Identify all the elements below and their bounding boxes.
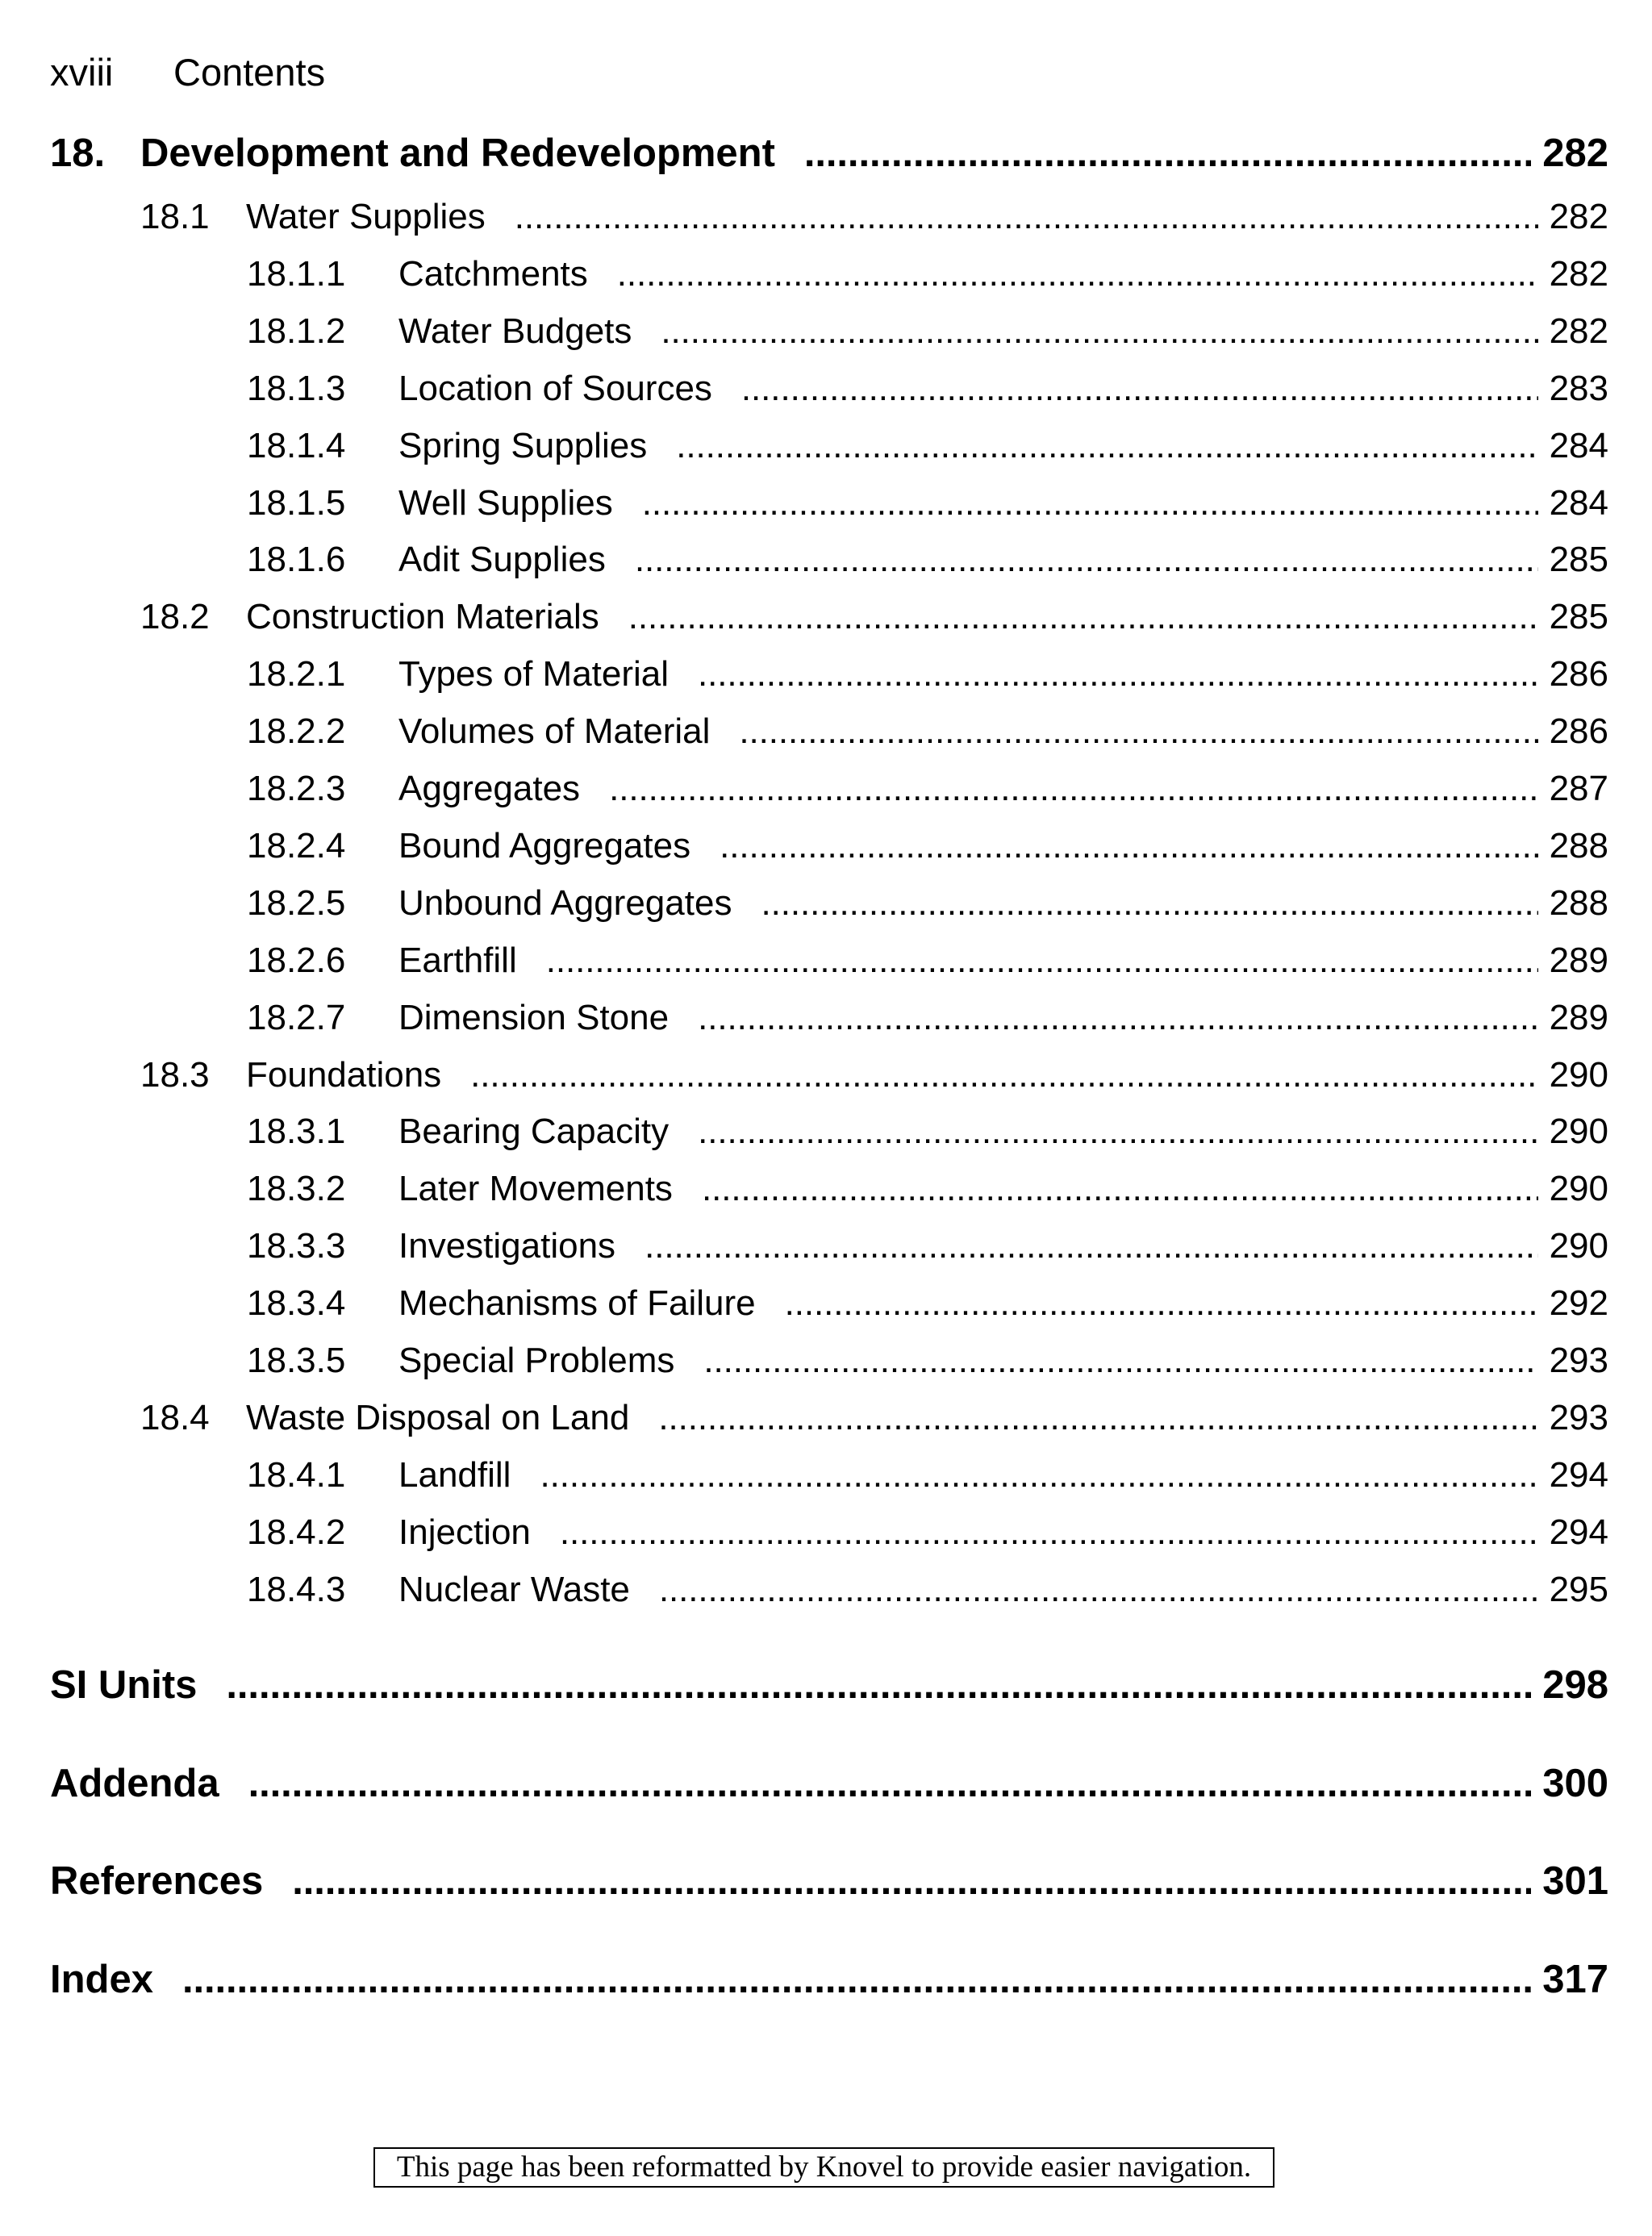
entry-page-number: 284 (1549, 483, 1608, 523)
dot-leader (741, 366, 1538, 411)
entry-number: 18.3.2 (247, 1169, 346, 1208)
dot-leader (720, 824, 1538, 869)
entry-title: Bound Aggregates (398, 826, 691, 866)
toc-subsection-entry[interactable] (247, 366, 1608, 411)
entry-number: 18.1.4 (247, 426, 346, 465)
entry-page-number: 290 (1549, 1226, 1608, 1266)
toc-subsection-entry[interactable] (247, 309, 1608, 354)
entry-page-number: 289 (1549, 941, 1608, 980)
dot-leader (658, 1395, 1537, 1441)
entry-page-number: 288 (1549, 883, 1608, 923)
entry-title: Water Budgets (398, 311, 632, 351)
dot-leader (761, 881, 1537, 926)
entry-page-number: 295 (1549, 1570, 1608, 1609)
entry-number: 18.1.1 (247, 254, 346, 294)
entry-page-number: 289 (1549, 998, 1608, 1037)
entry-page-number: 287 (1549, 769, 1608, 808)
entry-number: 18.4.1 (247, 1455, 346, 1495)
entry-title: SI Units (50, 1663, 198, 1707)
entry-title: Volumes of Material (398, 711, 711, 751)
entry-page-number: 317 (1542, 1958, 1608, 2001)
dot-leader (739, 709, 1537, 754)
entry-page-number: 290 (1549, 1055, 1608, 1095)
toc-chapter-entry[interactable] (50, 128, 1608, 178)
entry-page-number: 293 (1549, 1341, 1608, 1380)
dot-leader (698, 995, 1538, 1041)
toc-subsection-entry[interactable] (247, 1338, 1608, 1383)
knovel-footer-note: This page has been reformatted by Knovel to provide easier navigation. (373, 2147, 1274, 2188)
toc-section-entry[interactable] (140, 594, 1608, 640)
entry-number: 18.2.5 (247, 883, 346, 923)
entry-page-number: 290 (1549, 1169, 1608, 1208)
dot-leader (703, 1338, 1537, 1383)
entry-number: 18.1.3 (247, 369, 346, 408)
dot-leader (515, 194, 1538, 240)
toc-backmatter-entry[interactable] (50, 1660, 1608, 1710)
entry-title: Special Problems (398, 1341, 675, 1380)
dot-leader (248, 1758, 1532, 1808)
entry-title: Investigations (398, 1226, 616, 1266)
toc-backmatter-entry[interactable] (50, 1856, 1608, 1906)
entry-title: Waste Disposal on Land (246, 1398, 630, 1437)
entry-title: Addenda (50, 1762, 219, 1805)
toc-subsection-entry[interactable] (247, 1567, 1608, 1612)
entry-title: Construction Materials (246, 597, 599, 636)
entry-page-number: 293 (1549, 1398, 1608, 1437)
dot-leader (292, 1856, 1531, 1906)
entry-title: Aggregates (398, 769, 581, 808)
dot-leader (226, 1660, 1531, 1710)
entry-page-number: 282 (1549, 311, 1608, 351)
entry-title: Later Movements (398, 1169, 673, 1208)
entry-page-number: 282 (1542, 131, 1608, 175)
entry-page-number: 283 (1549, 369, 1608, 408)
entry-page-number: 294 (1549, 1512, 1608, 1552)
entry-number: 18.1 (140, 197, 210, 236)
toc-subsection-entry[interactable] (247, 423, 1608, 469)
entry-page-number: 288 (1549, 826, 1608, 866)
entry-title: Types of Material (398, 654, 670, 694)
dot-leader (628, 594, 1538, 640)
entry-page-number: 294 (1549, 1455, 1608, 1495)
entry-number: 18.2 (140, 597, 210, 636)
entry-number: 18.3 (140, 1055, 210, 1095)
entry-number: 18.2.4 (247, 826, 346, 866)
entry-page-number: 282 (1549, 197, 1608, 236)
entry-page-number: 286 (1549, 711, 1608, 751)
dot-leader (676, 423, 1537, 469)
entry-number: 18.3.1 (247, 1112, 346, 1151)
toc-subsection-entry[interactable] (247, 766, 1608, 811)
entry-page-number: 286 (1549, 654, 1608, 694)
running-title: Contents (173, 51, 326, 94)
entry-number: 18.3.5 (247, 1341, 346, 1380)
page-folio: xviii (50, 51, 114, 94)
toc-backmatter-entry[interactable] (50, 1758, 1608, 1808)
dot-leader (661, 309, 1537, 354)
dot-leader (698, 652, 1538, 697)
dot-leader (642, 481, 1538, 526)
entry-page-number: 282 (1549, 254, 1608, 294)
entry-title: Development and Redevelopment (140, 131, 775, 175)
entry-page-number: 298 (1542, 1663, 1608, 1707)
entry-title: Spring Supplies (398, 426, 648, 465)
entry-page-number: 290 (1549, 1112, 1608, 1151)
entry-number: 18.3.3 (247, 1226, 346, 1266)
entry-title: Adit Supplies (398, 540, 606, 579)
toc-subsection-entry[interactable] (247, 252, 1608, 297)
entry-number: 18.3.4 (247, 1283, 346, 1323)
entry-number: 18.4 (140, 1398, 210, 1437)
dot-leader (540, 1453, 1537, 1498)
entry-title: Nuclear Waste (398, 1570, 630, 1609)
dot-leader (785, 1281, 1538, 1326)
running-header (50, 48, 325, 97)
dot-leader (617, 252, 1538, 297)
entry-title: Earthfill (398, 941, 517, 980)
entry-number: 18.1.5 (247, 483, 346, 523)
entry-title: Well Supplies (398, 483, 613, 523)
entry-title: Catchments (398, 254, 588, 294)
dot-leader (182, 1954, 1531, 2004)
toc-section-entry[interactable] (140, 1053, 1608, 1098)
entry-number: 18.2.2 (247, 711, 346, 751)
entry-number: 18. (50, 131, 106, 175)
entry-title: Bearing Capacity (398, 1112, 670, 1151)
entry-number: 18.4.2 (247, 1512, 346, 1552)
dot-leader (659, 1567, 1538, 1612)
entry-title: Unbound Aggregates (398, 883, 732, 923)
entry-number: 18.1.6 (247, 540, 346, 579)
entry-number: 18.2.1 (247, 654, 346, 694)
dot-leader (698, 1109, 1538, 1154)
toc-subsection-entry[interactable] (247, 1224, 1608, 1269)
toc-subsection-entry[interactable] (247, 1109, 1608, 1154)
toc-backmatter-entry[interactable] (50, 1954, 1608, 2004)
entry-title: Mechanisms of Failure (398, 1283, 756, 1323)
entry-title: Water Supplies (246, 197, 486, 236)
toc-subsection-entry[interactable] (247, 709, 1608, 754)
toc-subsection-entry[interactable] (247, 652, 1608, 697)
toc-subsection-entry[interactable] (247, 481, 1608, 526)
dot-leader (560, 1510, 1538, 1555)
entry-page-number: 292 (1549, 1283, 1608, 1323)
toc-subsection-entry[interactable] (247, 1281, 1608, 1326)
dot-leader (635, 537, 1538, 582)
entry-page-number: 301 (1542, 1859, 1608, 1903)
dot-leader (470, 1053, 1537, 1098)
toc-subsection-entry[interactable] (247, 938, 1608, 983)
entry-title: Index (50, 1958, 153, 2001)
dot-leader (609, 766, 1538, 811)
toc-section-entry[interactable] (140, 194, 1608, 240)
entry-number: 18.2.3 (247, 769, 346, 808)
entry-title: Landfill (398, 1455, 511, 1495)
entry-number: 18.2.6 (247, 941, 346, 980)
dot-leader (645, 1224, 1538, 1269)
entry-title: References (50, 1859, 264, 1903)
entry-page-number: 300 (1542, 1762, 1608, 1805)
entry-page-number: 284 (1549, 426, 1608, 465)
entry-number: 18.1.2 (247, 311, 346, 351)
toc-subsection-entry[interactable] (247, 1166, 1608, 1212)
dot-leader (804, 128, 1531, 178)
entry-number: 18.2.7 (247, 998, 346, 1037)
entry-title: Location of Sources (398, 369, 712, 408)
toc-section-entry[interactable] (140, 1395, 1608, 1441)
toc-subsection-entry[interactable] (247, 824, 1608, 869)
entry-page-number: 285 (1549, 597, 1608, 636)
entry-title: Foundations (246, 1055, 442, 1095)
toc-subsection-entry[interactable] (247, 537, 1608, 582)
toc-subsection-entry[interactable] (247, 881, 1608, 926)
entry-title: Dimension Stone (398, 998, 670, 1037)
dot-leader (546, 938, 1538, 983)
entry-page-number: 285 (1549, 540, 1608, 579)
toc-subsection-entry[interactable] (247, 1510, 1608, 1555)
entry-title: Injection (398, 1512, 531, 1552)
entry-number: 18.4.3 (247, 1570, 346, 1609)
toc-subsection-entry[interactable] (247, 995, 1608, 1041)
dot-leader (702, 1166, 1538, 1212)
toc-subsection-entry[interactable] (247, 1453, 1608, 1498)
